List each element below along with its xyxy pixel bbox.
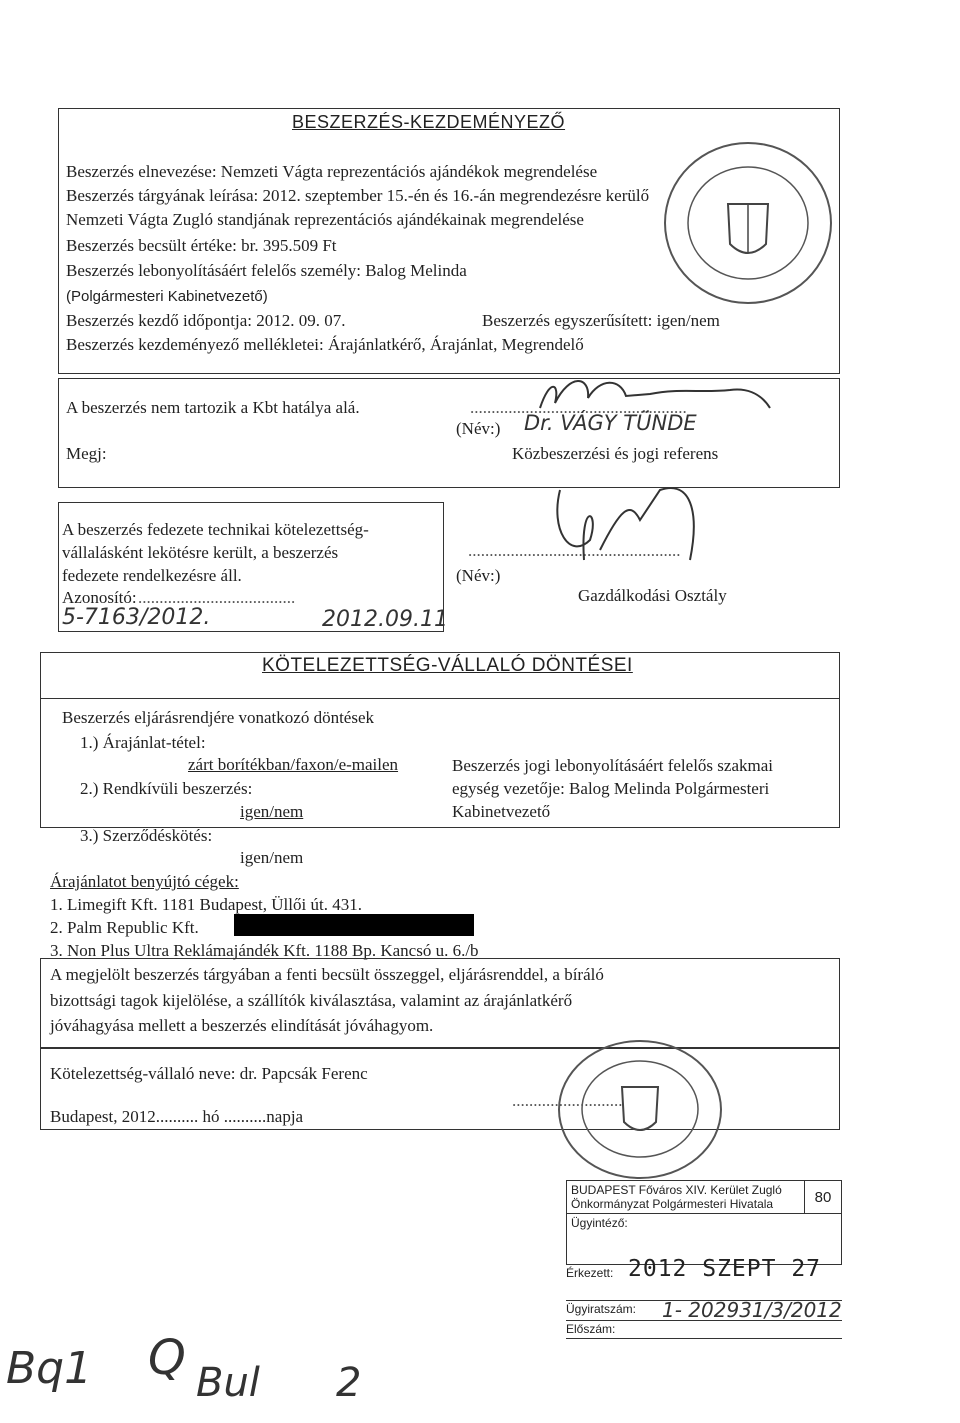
- kezdo-idopont: Beszerzés kezdő időpontja: 2012. 09. 07.: [66, 311, 346, 330]
- office-stamp: [664, 142, 832, 304]
- becsult-ertek: Beszerzés becsült értéke: br. 395.509 Ft: [66, 236, 337, 255]
- initial-a: Bq1: [6, 1343, 93, 1394]
- section4-title: KÖTELEZETTSÉG-VÁLLALÓ DÖNTÉSEI: [262, 655, 633, 676]
- name-prefix-gazd: (Név:): [456, 566, 501, 585]
- dotted-line-kbt: ...................................................: [470, 398, 687, 417]
- company-3: 3. Non Plus Ultra Reklámajándék Kft. 1188 Bp. Kancsó u. 6./b: [50, 941, 479, 960]
- registry-line-2: Önkormányzat Polgármesteri Hivatala: [571, 1197, 774, 1211]
- erkezett-date: 2012 SZEPT 27: [628, 1256, 822, 1282]
- right-text-3: Kabinetvezető: [452, 802, 551, 821]
- registry-rule-1: [566, 1300, 842, 1301]
- gazdalkodasi-role: Gazdálkodási Osztály: [578, 586, 727, 605]
- item2-label: 2.) Rendkívüli beszerzés:: [80, 779, 253, 798]
- fedezet-text-3: fedezete rendelkezésre áll.: [62, 566, 242, 585]
- right-text-2: egység vezetője: Balog Melinda Polgármesteri: [452, 779, 770, 798]
- ugyiratszam-hand: 1- 202931/3/2012: [662, 1298, 842, 1322]
- mayor-stamp-svg: [560, 1042, 720, 1177]
- beszerzes-targya: Beszerzés tárgyának leírása: 2012. szeptember 15.-én és 16.-án megrendezésre kerülő: [66, 186, 650, 205]
- kbt-text: A beszerzés nem tartozik a Kbt hatálya alá.: [66, 398, 360, 417]
- dotted-line-gazd: ..................................................: [468, 541, 681, 560]
- mayor-stamp: [558, 1040, 722, 1179]
- name-prefix-kbt: (Név:): [456, 419, 501, 438]
- item3-sub: igen/nem: [240, 848, 304, 867]
- beszerzes-targya-cont: Nemzeti Vágta Zugló standjának reprezentációs ajándékainak megrendelése: [66, 210, 584, 229]
- company-2: 2. Palm Republic Kft.: [50, 918, 199, 937]
- azonosito-dots: .....................................: [138, 588, 296, 607]
- erkezett-label: Érkezett:: [566, 1266, 614, 1280]
- registry-number: 80: [805, 1181, 842, 1214]
- initial-b: Q: [148, 1330, 186, 1386]
- registry-rule-3: [566, 1338, 842, 1339]
- item1-label: 1.) Árajánlat-tétel:: [80, 733, 206, 752]
- cegek-label: Árajánlatot benyújtó cégek:: [50, 872, 239, 891]
- page-title: BESZERZÉS-KEZDEMÉNYEZŐ: [292, 112, 566, 132]
- fedezet-text-2: vállalásként lekötésre került, a beszerzés: [62, 543, 339, 562]
- handwritten-name-kbt: Dr. VÁGY TÜNDE: [524, 411, 697, 435]
- redaction-bar: [234, 914, 474, 936]
- stamp-ring-svg: [666, 144, 830, 302]
- approval-1: A megjelölt beszerzés tárgyában a fenti becsült összeggel, eljárásrenddel, a bíráló: [50, 965, 604, 984]
- eloszam-label: Előszám:: [566, 1322, 616, 1336]
- fedezet-text-1: A beszerzés fedezete technikai kötelezettség-: [62, 520, 369, 539]
- registry-table: [566, 1180, 842, 1265]
- initial-c: Bul: [196, 1360, 260, 1406]
- initial-d: 2: [336, 1360, 362, 1406]
- referens-role: Közbeszerzési és jogi referens: [512, 444, 719, 463]
- ugyintezo-label: Ügyintéző:: [567, 1214, 842, 1265]
- item3-label: 3.) Szerződéskötés:: [80, 826, 213, 845]
- registry-line-1: BUDAPEST Főváros XIV. Kerület Zugló: [571, 1183, 782, 1197]
- signature-gazd: [540, 470, 720, 580]
- ugyiratszam-label: Ügyiratszám:: [566, 1302, 637, 1316]
- company-1: 1. Limegift Kft. 1181 Budapest, Üllői út. 431.: [50, 895, 362, 914]
- eljarasrend-label: Beszerzés eljárásrendjére vonatkozó döntések: [62, 708, 374, 727]
- felelos-szemely-role: (Polgármesteri Kabinetvezető): [66, 288, 268, 305]
- egyszerusitett: Beszerzés egyszerűsített: igen/nem: [482, 311, 720, 330]
- budapest-date: Budapest, 2012.......... hó ..........napja: [50, 1107, 304, 1126]
- beszerzes-elnevezese: Beszerzés elnevezése: Nemzeti Vágta reprezentációs ajándékok megrendelése: [66, 162, 598, 181]
- felelos-szemely: Beszerzés lebonyolításáért felelős személy: Balog Melinda: [66, 261, 467, 280]
- signer-dots: ..........................: [512, 1091, 623, 1110]
- section4-divider: [40, 698, 840, 699]
- azonosito-label: Azonosító:: [62, 588, 137, 607]
- megj-label: Megj:: [66, 444, 107, 463]
- azonosito-hand: 5-7163/2012.: [62, 605, 211, 630]
- approval-2: bizottsági tagok kijelölése, a szállítók kiválasztása, valamint az árajánlatkérő: [50, 991, 573, 1010]
- right-text-1: Beszerzés jogi lebonyolításáért felelős szakmai: [452, 756, 773, 775]
- registry-rule-2: [566, 1320, 842, 1321]
- date-hand: 2012.09.11: [322, 607, 448, 632]
- approval-3: jóváhagyása mellett a beszerzés elindítását jóváhagyom.: [50, 1016, 434, 1035]
- kotelezettseg-vallalo: Kötelezettség-vállaló neve: dr. Papcsák Ferenc: [50, 1064, 368, 1083]
- item2-sub: igen/nem: [240, 802, 304, 821]
- mellekletek: Beszerzés kezdeményező mellékletei: Árajánlatkérő, Árajánlat, Megrendelő: [66, 335, 584, 354]
- signature-kbt: [530, 368, 780, 418]
- registry-stamp: [566, 1180, 842, 1350]
- item1-sub: zárt borítékban/faxon/e-mailen: [188, 755, 399, 774]
